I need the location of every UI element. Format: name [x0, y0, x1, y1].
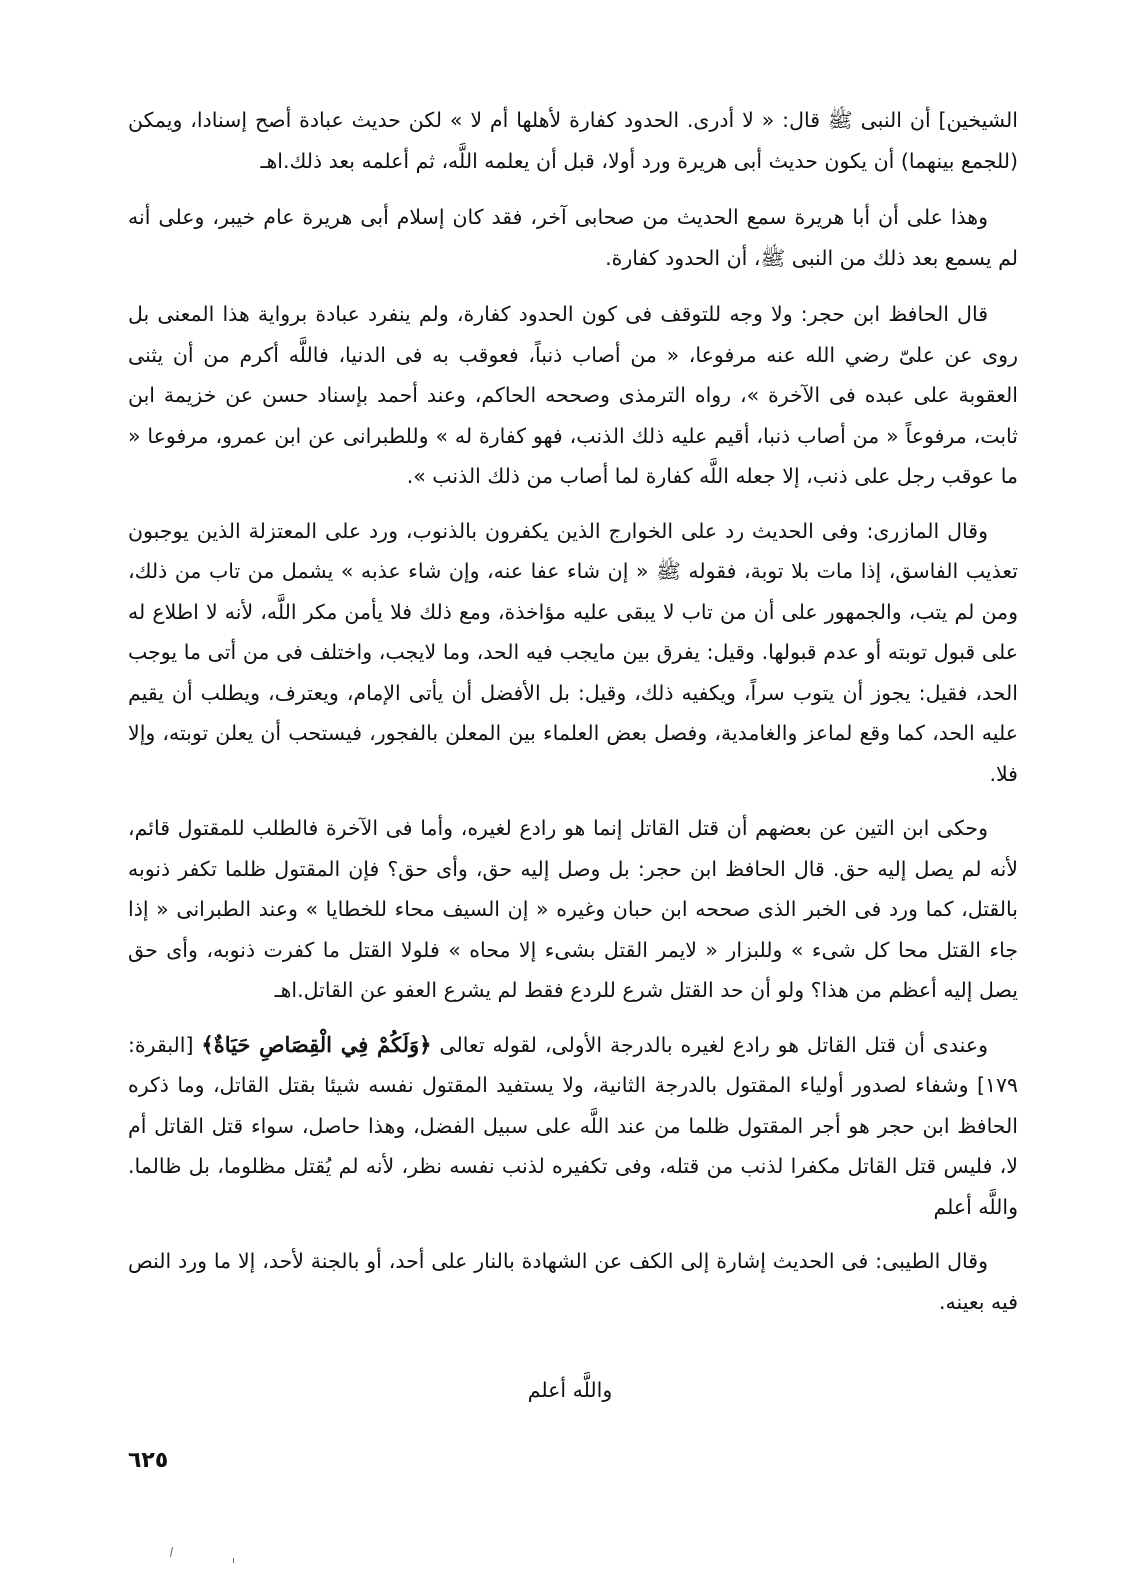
paragraph-6: [128, 1025, 1018, 1228]
paragraph-3: قال الحافظ ابن حجر: ولا وجه للتوقف فى كون الحدود كفارة، ولم ينفرد عبادة برواية هذا المعنى بل روى عن علىّ رضي الله عنه مرفوعا، « من أصاب ذنباً، فعوقب به فى الدنيا، فاللَّه أكرم من أن يثنى العقوبة على عبده فى الآخرة »، رواه الترمذى وصححه الحاكم، وعند أحمد بإسناد حسن عن خزيمة ابن ثابت، مرفوعاً « من أصاب ذنبا، أقيم عليه ذلك الذنب، فهو كفارة له » وللطبرانى عن ابن عمرو، مرفوعا « ما عوقب رجل على ذنب، إلا جعله اللَّه كفارة لما أصاب من ذلك الذنب ».: [128, 302, 1018, 488]
paragraph-4: وقال المازرى: وفى الحديث رد على الخوارج الذين يكفرون بالذنوب، ورد على المعتزلة الذين يوجبون تعذيب الفاسق، إذا مات بلا توبة، فقوله ﷺ « إن شاء عفا عنه، وإن شاء عذبه » يشمل من تاب من ذلك، ومن لم يتب، والجمهور على أن من تاب لا يبقى عليه مؤاخذة، ومع ذلك فلا يأمن مكر اللَّه، لأنه لا اطلاع له على قبول توبته أو عدم قبولها. وقيل: يفرق بين مايجب فيه الحد، وما لايجب، واختلف فى من أتى ما يوجب الحد، فقيل: يجوز أن يتوب سراً، ويكفيه ذلك، وقيل: بل الأفضل أن يأتى الإمام، ويعترف، ويطلب أن يقيم عليه الحد، كما وقع لماعز والغامدية، وفصل بعض العلماء بين المعلن بالفجور، فيستحب أن يعلن توبته، وإلا فلا.: [128, 518, 1018, 786]
paragraph-1: الشيخين] أن النبى ﷺ قال: « لا أدرى. الحدود كفارة لأهلها أم لا » لكن حديث عبادة أصح إسنادا، ويمكن (للجمع بينهما) أن يكون حديث أبى هريرة ورد أولا، قبل أن يعلمه اللَّه، ثم أعلمه بعد ذلك.اهـ: [128, 108, 1018, 173]
paragraph-7: وقال الطيبى: فى الحديث إشارة إلى الكف عن الشهادة بالنار على أحد، أو بالجنة لأحد، إلا ما ورد النص فيه بعينه.: [128, 1249, 1018, 1314]
closing-phrase: واللَّه أعلم: [527, 1378, 613, 1402]
scan-mark: [233, 1558, 234, 1563]
page-number: ٦٢٥: [128, 1448, 169, 1473]
paragraph-5: وحكى ابن التين عن بعضهم أن قتل القاتل إنما هو رادع لغيره، وأما فى الآخرة فالطلب للمقتول قائم، لأنه لم يصل إليه حق. قال الحافظ ابن حجر: بل وصل إليه حق، وأى حق؟ فإن المقتول ظلما تكفر ذنوبه بالقتل، كما ورد فى الخبر الذى صححه ابن حبان وغيره « إن السيف محاء للخطايا » وعند الطبرانى « إذا جاء القتل محا كل شىء » وللبزار « لايمر القتل بشىء إلا محاه » فلولا القتل ما كفرت ذنوبه، وأى حق يصل إليه أعظم من هذا؟ ولو أن حد القتل شرع للردع فقط لم يشرع العفو عن القاتل.اهـ: [128, 816, 1018, 1002]
scan-mark: [170, 1547, 173, 1557]
paragraph-6-body: [البقرة: ١٧٩] وشفاء لصدور أولياء المقتول بالدرجة الثانية، ولا يستفيد المقتول نفسه شيئا بقتل القاتل، وما ذكره الحافظ ابن حجر هو أجر المقتول ظلما من عند اللَّه على سبيل الفضل، وهذا حاصل، سواء قتل القاتل أم لا، فليس قتل القاتل مكفرا لذنب من قتله، وفى تكفيره لذنب نفسه نظر، لأنه لم يُقتل مظلوما، بل ظالما. واللَّه أعلم: [128, 1032, 1018, 1219]
quran-verse: ﴿وَلَكُمْ فِي الْقِصَاصِ حَيَاةٌ﴾: [201, 1031, 432, 1057]
paragraph-6-intro: وعندى أن قتل القاتل هو رادع لغيره بالدرجة الأولى، لقوله تعالى: [431, 1032, 988, 1057]
paragraph-2: وهذا على أن أبا هريرة سمع الحديث من صحابى آخر، فقد كان إسلام أبى هريرة عام خيبر، وعلى أنه لم يسمع بعد ذلك من النبى ﷺ، أن الحدود كفارة.: [128, 205, 1018, 270]
page-body: [128, 100, 1018, 1336]
